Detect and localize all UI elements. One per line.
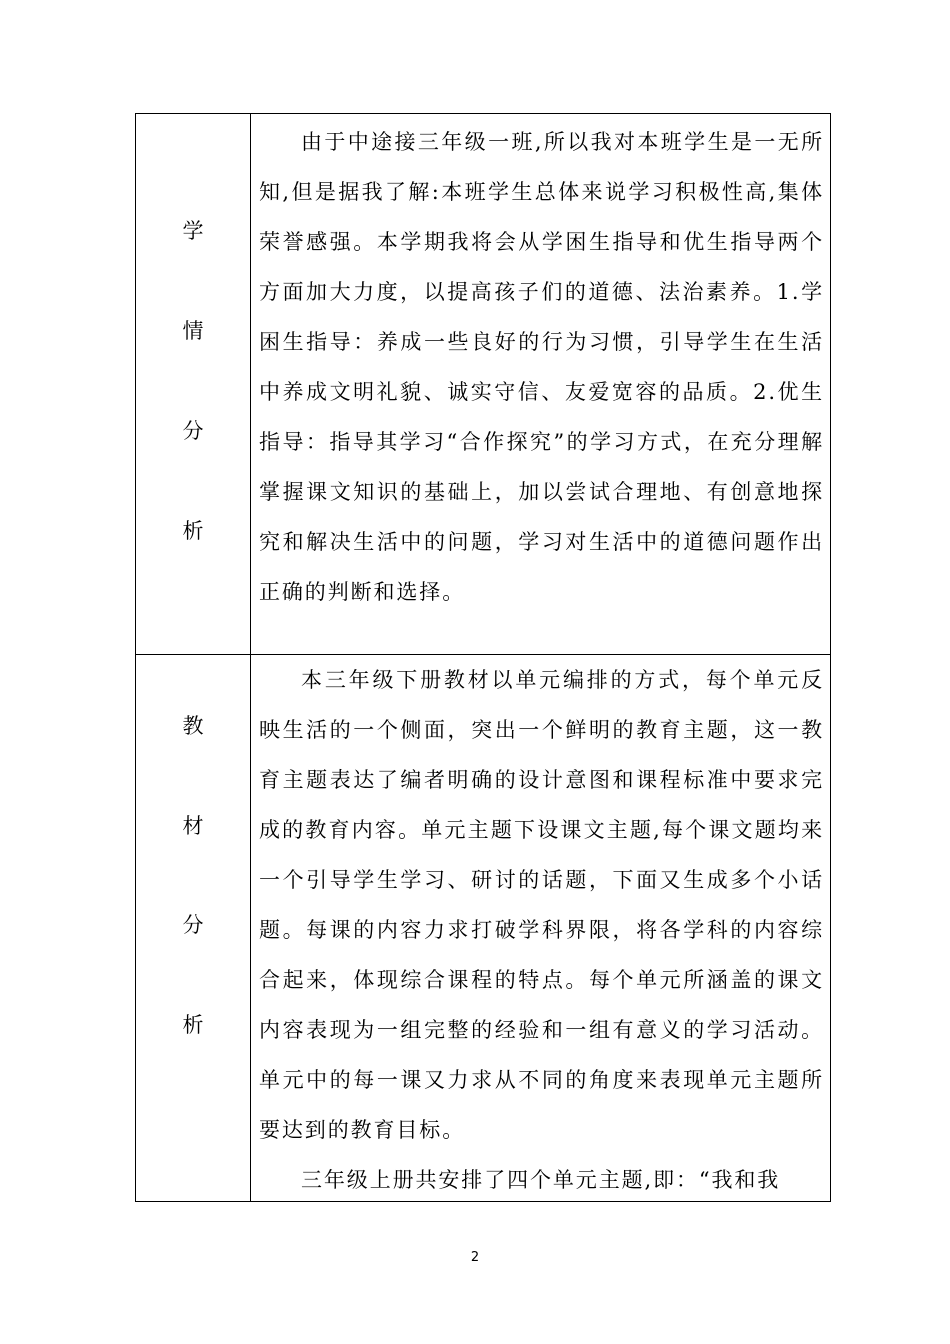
label-char: 分 bbox=[182, 419, 204, 443]
row-label-student-analysis bbox=[136, 114, 251, 654]
row-label-textbook-analysis bbox=[136, 654, 251, 1201]
label-char: 分 bbox=[182, 913, 204, 937]
paragraph: 三年级上册共安排了四个单元主题,即：“我和我 bbox=[301, 1168, 781, 1192]
table-row-student-analysis bbox=[136, 114, 830, 655]
label-char: 析 bbox=[182, 1013, 204, 1037]
paragraph: 本三年级下册教材以单元编排的方式，每个单元反映生活的一个侧面，突出一个鲜明的教育主题，这一教育主题表达了编者明确的设计意图和课程标准中要求完成的教育内容。单元主题下设课文主题,每个课文题均来一个引导学生学习、研讨的话题，下面又生成多个小话题。每课的内容力求打破学科界限，将各学科的内容综合起来，体现综合课程的特点。每个单元所涵盖的课文内容表现为一组完整的经验和一组有意义的学习活动。单元中的每一课又力求从不同的角度来表现单元主题所要达到的教育目标。 bbox=[259, 668, 824, 1142]
page-number: 2 bbox=[470, 1250, 480, 1265]
row-content-textbook-analysis bbox=[251, 654, 830, 1201]
analysis-table bbox=[135, 113, 831, 1202]
paragraph: 由于中途接三年级一班,所以我对本班学生是一无所知,但是据我了解:本班学生总体来说学习积极性高,集体荣誉感强。本学期我将会从学困生指导和优生指导两个方面加大力度，以提高孩子们的道德、法治素养。1.学困生指导：养成一些良好的行为习惯，引导学生在生活中养成文明礼貌、诚实守信、友爱宽容的品质。2.优生指导：指导其学习“合作探究”的学习方式，在充分理解掌握课文知识的基础上，加以尝试合理地、有创意地探究和解决生活中的问题，学习对生活中的道德问题作出正确的判断和选择。 bbox=[259, 130, 824, 604]
label-char: 材 bbox=[182, 814, 204, 838]
label-char: 情 bbox=[182, 319, 204, 343]
label-char: 教 bbox=[182, 714, 204, 738]
row-content-student-analysis bbox=[251, 114, 830, 654]
table-row-textbook-analysis bbox=[136, 654, 830, 1201]
label-char: 析 bbox=[182, 519, 204, 543]
label-char: 学 bbox=[182, 219, 204, 243]
